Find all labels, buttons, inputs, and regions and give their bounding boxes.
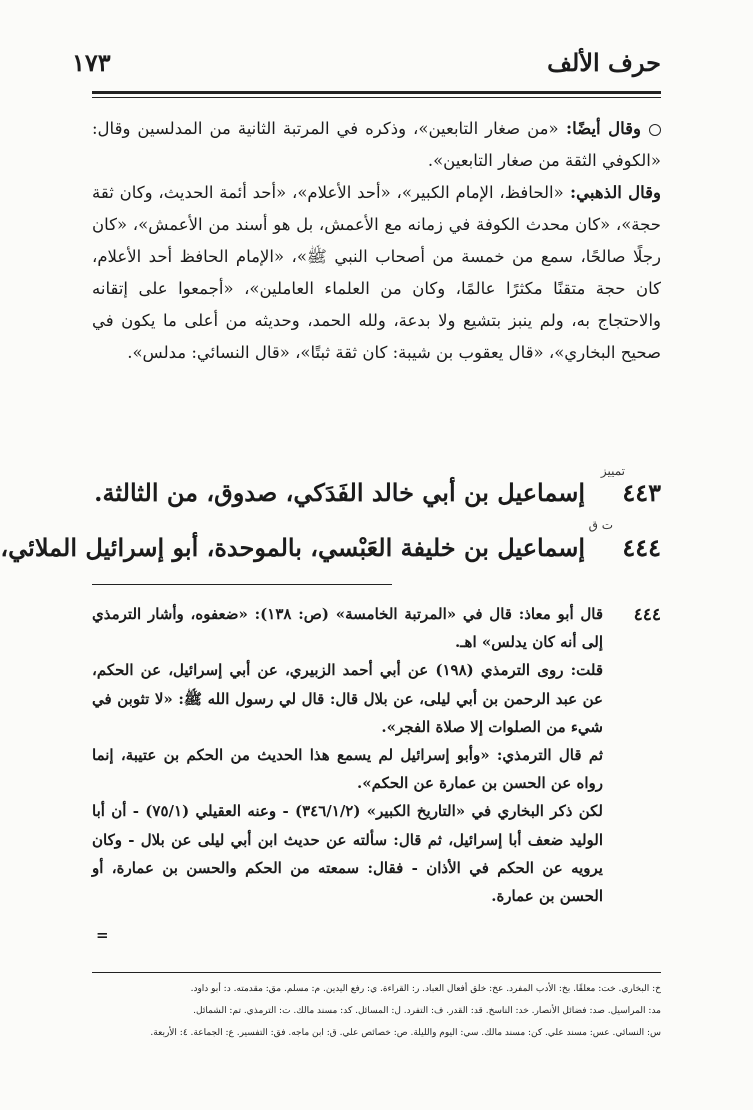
abbreviations (92, 978, 661, 1044)
note-paragraph-3: ثم قال الترمذي: «وأبو إسرائيل لم يسمع هذا الحديث من الحكم بن عتيبة، إنما رواه عن الحسن بن عمارة عن الحكم». (92, 746, 603, 793)
footnote-divider (92, 584, 392, 585)
abbreviations-rule (92, 972, 661, 973)
entry-444-text: إسماعيل بن خليفة العَبْسي، بالموحدة، أبو إسرائيل الملائي، (0, 533, 585, 562)
entry-444-mark: ت ق (588, 518, 613, 532)
paragraph-2 (92, 177, 661, 369)
entry-443-text: إسماعيل بن أبي خالد الفَدَكي، صدوق، من الثالثة. (94, 478, 585, 507)
entry-443 (92, 478, 661, 507)
header-rule-thick (92, 91, 661, 94)
entry-444-number: ٤٤٤ (622, 533, 661, 562)
notes (92, 600, 603, 910)
entry-443-mark: تمييز (600, 464, 625, 478)
note-paragraph-2: قلت: روى الترمذي (١٩٨) عن أبي أحمد الزبيري، عن أبي إسرائيل، عن الحكم، عن عبد الرحمن بن أبي ليلى، عن بلال قال: قال لي رسول الله ﷺ: «لا تثوبن في شيء من الصلوات إلا صلاة الفجر». (92, 661, 604, 736)
entry-444 (0, 533, 661, 562)
abbreviations-line-3: س: النسائي. عس: مسند علي. كن: مسند مالك. سي: اليوم والليلة. ص: خصائص علي. ق: ابن ماجه. فق: التفسير. ع: الجماعة. ٤: الأربعة. (150, 1028, 661, 1038)
paragraph-2-lead: وقال الذهبي: (563, 183, 661, 202)
header-rule-thin (92, 97, 661, 98)
abbreviations-line-2: مد: المراسيل. صد: فضائل الأنصار. خد: الناسخ. قد: القدر. ف: التفرد. ل: المسائل. كد: مسند مالك. ت: الترمذي. تم: الشمائل. (193, 1006, 661, 1016)
paragraph-1-lead: وقال أيضًا: (558, 119, 641, 138)
paragraph-1-text: «من صغار التابعين»، وذكره في المرتبة الثانية من المدلسين وقال: «الكوفي الثقة من صغار التابعين». (92, 119, 661, 170)
entry-443-number: ٤٤٣ (622, 478, 661, 507)
main-text (92, 113, 661, 369)
note-number: ٤٤٤ (633, 605, 661, 625)
paragraph-2-text: «الحافظ، الإمام الكبير»، «أحد الأعلام»، «أحد أئمة الحديث، وكان ثقة حجة»، «كان محدث الكوفة في زمانه مع الأعمش، بل هو أسند من الأعمش»، «كان رجلًا صالحًا، سمع من خمسة من أصحاب النبي ﷺ»، «الإمام الحافظ أحد الأعلام، كان حجة متقنًا مكثرًا عالمًا، وكان من العلماء العاملين»، «أجمعوا على إتقانه والاحتجاج به، ولم ينبز بتشيع ولا بدعة، ولله الحمد، وحديثه من أعلى ما يكون في صحيح البخاري»، «قال يعقوب بن شيبة: كان ثقة ثبتًا»، «قال النسائي: مدلس». (92, 183, 661, 362)
note-paragraph-4: لكن ذكر البخاري في «التاريخ الكبير» (٣٤٦/١/٢) - وعنه العقيلي (٧٥/١) - أن أبا الوليد ضعف أبا إسرائيل، ثم قال: سألته عن حديث ابن أبي ليلى عن بلال - وكان يرويه عن الحكم في الأذان - فقال: سمعته من الحكم والحسن بن عمارة، أو الحسن بن عمارة. (92, 802, 603, 906)
circle-bullet-icon (649, 124, 661, 136)
page-number: ١٧٣ (72, 48, 111, 77)
note-paragraph-1: قال أبو معاذ: قال في «المرتبة الخامسة» (ص: ١٣٨): «ضعفوه، وأشار الترمذي إلى أنه كان يدلس» اهـ. (92, 605, 604, 652)
running-header-title: حرف الألف (547, 48, 661, 77)
paragraph-1 (92, 113, 661, 177)
continuation-mark: = (96, 926, 109, 944)
abbreviations-line-1: خ: البخاري. خت: معلقًا. بخ: الأدب المفرد. عخ: خلق أفعال العباد. ر: القراءة. ي: رفع اليدين. م: مسلم. مق: مقدمته. د: أبو داود. (190, 984, 661, 994)
